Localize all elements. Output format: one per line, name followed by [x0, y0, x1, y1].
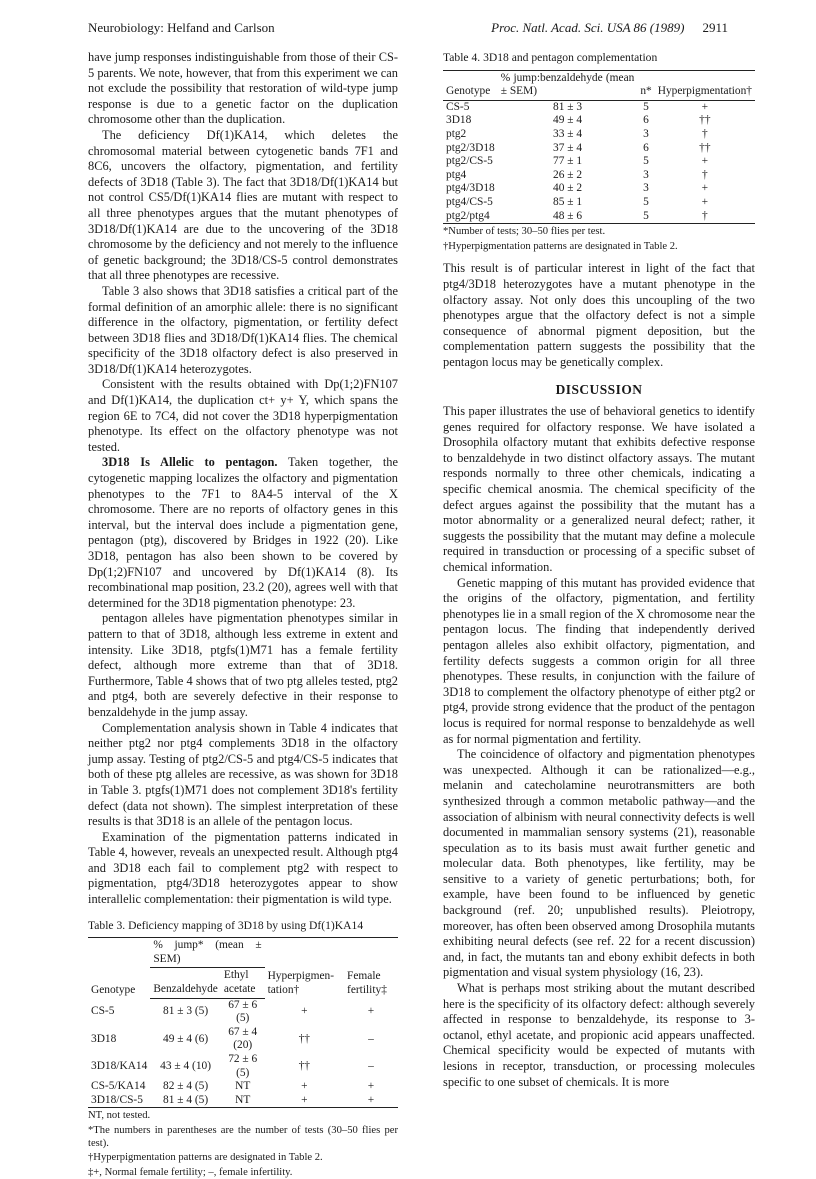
cell-hyperpigmentation: + [701, 182, 709, 195]
table-3-caption: Table 3. Deficiency mapping of 3D18 by using Df(1)KA14 [88, 918, 364, 932]
cell-female-fertility: + [367, 1005, 375, 1018]
cell-genotype: 3D18 [91, 1032, 117, 1045]
cell-hyperpigmentation: + [265, 1094, 344, 1108]
cell-benzaldehyde: 81 ± 4 (5) [150, 1094, 221, 1108]
cell-genotype: ptg2/3D18 [446, 141, 495, 154]
cell-ethyl-acetate: NT [221, 1094, 265, 1108]
cell-jump: 26 ± 2 [553, 168, 583, 181]
column-header-hyperpigmentation: Hyperpigmen-tation† [265, 938, 344, 998]
cell-hyperpigmentation: + [301, 1080, 308, 1093]
cell-n: 6 [643, 114, 649, 127]
cell-genotype: 3D18/KA14 [91, 1059, 148, 1072]
cell-genotype: CS-5 [91, 1005, 115, 1018]
paragraph: Complementation analysis shown in Table 4 indicates that neither ptg2 nor ptg4 complements 3D18 in the olfactory jump assay. Testing of ptg2/CS-5 and ptg4/CS-5 indicates that both of these ptg alleles are recessive, as was shown for 3D18 in Table 3. ptgfs(1)M71 does not complement 3D18's fertility defect (data not shown). The simplest interpretation of these results is that 3D18 is an allele of the pentagon locus. [88, 720, 398, 829]
paragraph: What is perhaps most striking about the mutant described here is the specificity of its olfactory defect: although severely affected in response to benzaldehyde, its response to 3-octanol, ethyl acetate, and propionic acid appears unaffected. Chemical specificity would be expected of mutants with lesions in receptor, transduction, or processing molecules specific to one subset of chemicals. It is more [443, 981, 755, 1089]
cell-jump: 40 ± 2 [553, 182, 583, 195]
journal-citation: Proc. Natl. Acad. Sci. USA 86 (1989) [491, 20, 685, 35]
paragraph: Table 3 also shows that 3D18 satisfies a critical part of the formal definition of an amorphic allele: there is no significant difference in the olfactory, pigmentation, or fertility defect between 3D18 flies and 3D18/Df(1)KA14 flies. The chemical specificity of the 3D18 olfactory defect is also preserved in 3D18/Df(1)KA14 heterozygotes. [88, 283, 398, 376]
cell-benzaldehyde: 81 ± 3 (5) [163, 1005, 209, 1018]
cell-genotype: ptg4 [446, 168, 467, 181]
cell-jump: 77 ± 1 [553, 155, 583, 168]
cell-genotype: 3D18 [446, 114, 472, 127]
subsection-heading: 3D18 Is Allelic to pentagon. [102, 455, 278, 470]
paragraph: The coincidence of olfactory and pigmentation phenotypes was unexpected. Although it can be rationalized—e.g., melanin and catecholamine neurotransmitters are both synthesized through a common metabolic pathway—and the association of albinism with neural connectivity defects is well documented in mammalian sensory systems (21), reasonable speculation as to its basis must await further genetic and molecular data. Both phenotypes, like fertility, may be sensitive to a variety of genetic perturbations; both, for example, have been found to be influenced by genetic background (ref. 20; unpublished results). Pleiotropy, moreover, has often been observed among Drosophila mutants exhibiting neural defects (see ref. 22 for a recent discussion) and, in fact, the mutants tan and ebony exhibit defects in both pigmentation and visual system physiology (16, 23). [443, 747, 755, 980]
section-heading-discussion: DISCUSSION [555, 382, 643, 398]
cell-genotype: ptg4/CS-5 [446, 195, 493, 208]
column-header-ethyl-acetate: Ethyl acetate [221, 968, 265, 998]
table-footnote: *Number of tests; 30–50 flies per test. [443, 226, 606, 238]
cell-hyperpigmentation: + [701, 100, 709, 113]
paragraph: have jump responses indistinguishable from those of their CS-5 parents. We note, however, that from this experiment we can not exclude the possibility that restoration of wild-type jump response is due to a genetic factor on the duplication chromosome other than the duplication. [88, 50, 398, 127]
left-column [88, 50, 398, 1179]
column-header-female-fertility: Female fertility‡ [344, 938, 398, 998]
table-row [443, 182, 755, 196]
cell-n: 5 [643, 100, 649, 113]
table-row [443, 196, 755, 210]
cell-ethyl-acetate: NT [235, 1080, 251, 1093]
table-4-caption: Table 4. 3D18 and pentagon complementation [443, 51, 658, 64]
column-header-hyperpigmentation: Hyperpigmentation† [655, 70, 755, 100]
table-row [443, 114, 755, 128]
table-row [88, 1080, 398, 1094]
cell-hyperpigmentation: + [301, 1005, 308, 1018]
cell-hyperpigmentation: †† [298, 1032, 310, 1045]
table-row [443, 100, 755, 114]
table-footnote: ‡+, Normal female fertility; –, female infertility. [88, 1166, 293, 1178]
running-head-journal [491, 20, 728, 36]
column-header-genotype: Genotype [443, 70, 498, 100]
cell-n: 6 [643, 141, 649, 154]
cell-jump: 49 ± 4 [553, 114, 583, 127]
paragraph-text: Taken together, the cytogenetic mapping localizes the olfactory and pigmentation phenotypes to the 7F1 to 8A4-5 interval of the X chromosome. There are no reports of olfactory genes in this interval, but the interval does include a pigmentation gene, pentagon (ptg), discovered by Bridges in 1922 (20). Like 3D18, pentagon has also been shown to be covered by Dp(1;2)FN107 and uncovered by Df(1)KA14 (8). Its recombinational map position, 23.2 (20), agrees well with that determined for the 3D18 pigmentation phenotype: 23. [88, 455, 398, 610]
paragraph: This paper illustrates the use of behavioral genetics to identify genes required for olfactory response. We have isolated a Drosophila olfactory mutant that exhibits defective response to benzaldehyde in two distinct olfactory assays. The mutant responds normally to three other chemicals, indicating a specific chemical anosmia. The chemical specificity of the defect argues against the possibility that the mutant has a motor abnormality or a generalized neural defect; rather, it suggests the possibility that the mutant may define a molecule required in transduction or processing of a specific subset of chemical information. [443, 404, 755, 574]
running-head [88, 20, 728, 44]
column-group-header-jump: % jump* (mean ± SEM) [150, 938, 264, 968]
cell-female-fertility: + [367, 1080, 375, 1093]
table-footnote: NT, not tested. [88, 1110, 151, 1122]
cell-female-fertility: + [344, 1094, 398, 1108]
cell-hyperpigmentation: + [701, 155, 709, 168]
paragraph: Examination of the pigmentation patterns indicated in Table 4, however, reveals an unexpected result. Although ptg4 and 3D18 each fail to complement ptg2 with respect to pigmentation, ptg4/3D18 heterozygotes appear to show interallelic complementation: their pigmentation is wild type. [88, 829, 398, 907]
right-column [443, 50, 755, 1090]
paragraph: pentagon alleles have pigmentation phenotypes similar in pattern to that of 3D18, although less extreme in extent and intensity. Like 3D18, ptgfs(1)M71 has a female fertility defect, although more extreme than that of 3D18. Furthermore, Table 4 shows that of two ptg alleles tested, ptg2 and ptg4, both are severely defective in their response to benzaldehyde in the jump assay. [88, 611, 398, 719]
paragraph: Genetic mapping of this mutant has provided evidence that the origins of the olfactory, pigmentation, and fertility phenotypes lie in a small region of the X chromosome near the pentagon locus. The finding that independently derived pentagon alleles also exhibit olfactory, pigmentation, and fertility defects suggests a common origin for all three phenotypes. These results, in conjunction with the failure of 3D18 to complement the olfactory phenotype of either ptg2 or ptg4, provide strong evidence that the product of the pentagon locus is required for normal response to benzaldehyde as well as for normal pigmentation and fertility. [443, 575, 755, 746]
cell-ethyl-acetate: 67 ± 4 (20) [228, 1025, 258, 1052]
table-row [88, 1053, 398, 1080]
cell-genotype: 3D18/CS-5 [88, 1094, 150, 1108]
cell-jump: 85 ± 1 [553, 195, 583, 208]
cell-female-fertility: – [368, 1059, 374, 1072]
cell-n: 3 [643, 168, 649, 181]
table-row [443, 210, 755, 224]
cell-hyperpigmentation: † [655, 210, 755, 224]
running-head-section: Neurobiology: Helfand and Carlson [88, 20, 275, 35]
cell-female-fertility: – [368, 1032, 374, 1045]
page-number: 2911 [702, 20, 728, 35]
table-row [88, 1094, 398, 1108]
paragraph: This result is of particular interest in light of the fact that ptg4/3D18 heterozygotes have a mutant phenotype in the olfactory assay. Not only does this uncoupling of the two phenotypes argue that the olfactory defect is not a simple consequence of abnormal pigment deposition, but the complementation pattern suggests the possibility that the pentagon locus may be genetically complex. [443, 261, 755, 369]
table-row [88, 998, 398, 1026]
cell-hyperpigmentation: † [702, 168, 708, 181]
cell-ethyl-acetate: 67 ± 6 (5) [228, 998, 258, 1025]
paragraph [88, 455, 398, 611]
cell-hyperpigmentation: †† [699, 114, 711, 127]
cell-genotype: ptg2/ptg4 [443, 210, 498, 224]
cell-n: 3 [643, 182, 649, 195]
cell-n: 5 [643, 155, 649, 168]
cell-genotype: CS-5 [446, 100, 470, 113]
cell-hyperpigmentation: † [702, 127, 708, 140]
column-header-n: n* [637, 70, 654, 100]
cell-benzaldehyde: 49 ± 4 (6) [163, 1032, 209, 1045]
cell-jump: 33 ± 4 [553, 127, 583, 140]
table-footnote: †Hyperpigmentation patterns are designated in Table 2. [88, 1152, 323, 1164]
cell-benzaldehyde: 82 ± 4 (5) [163, 1080, 209, 1093]
table-row [88, 1026, 398, 1053]
cell-benzaldehyde: 43 ± 4 (10) [160, 1059, 212, 1072]
column-header-genotype: Genotype [88, 938, 150, 998]
table-4 [443, 70, 755, 225]
column-header-jump-benzaldehyde: % jump:benzaldehyde (mean ± SEM) [498, 70, 638, 100]
table-row [443, 155, 755, 169]
table-footnote: †Hyperpigmentation patterns are designated in Table 2. [443, 240, 678, 252]
cell-jump: 37 ± 4 [553, 141, 583, 154]
cell-genotype: CS-5/KA14 [91, 1080, 146, 1093]
cell-hyperpigmentation: †† [699, 141, 711, 154]
cell-genotype: ptg2 [446, 127, 467, 140]
cell-jump: 81 ± 3 [553, 100, 583, 113]
paragraph: The deficiency Df(1)KA14, which deletes the chromosomal material between cytogenetic bands 7F1 and 8C6, uncovers the olfactory, pigmentation, and fertility defects of 3D18 (Table 3). The fact that 3D18/Df(1)KA14 but not control CS5/Df(1)KA14 flies are mutant with respect to all three phenotypes argues that the mutant phenotypes of 3D18/Df(1)KA14 are due to the uncovering of the 3D18 chromosome by the deficiency and not merely to the influence of genetic background; the 3D18/CS-5 control demonstrates that all three phenotypes are recessive. [88, 127, 399, 283]
cell-genotype: ptg2/CS-5 [446, 155, 493, 168]
table-row [443, 169, 755, 183]
cell-hyperpigmentation: †† [298, 1059, 310, 1072]
table-row [443, 142, 755, 156]
table-footnote: *The numbers in parentheses are the number of tests (30–50 flies per test). [88, 1124, 398, 1149]
cell-n: 3 [643, 127, 649, 140]
cell-hyperpigmentation: + [701, 195, 709, 208]
cell-n: 5 [643, 195, 649, 208]
table-3 [88, 937, 398, 1108]
table-row [443, 128, 755, 142]
column-header-benzaldehyde: Benzaldehyde [150, 968, 221, 998]
cell-ethyl-acetate: 72 ± 6 (5) [228, 1053, 258, 1079]
cell-jump: 48 ± 6 [498, 210, 638, 224]
paragraph: Consistent with the results obtained with Dp(1;2)FN107 and Df(1)KA14, the duplication ct+ y+ Y, which spans the region 6E to 7C4, did not cover the 3D18 hyperpigmentation phenotype. Its effect on the olfactory phenotype was not tested. [88, 377, 398, 454]
cell-genotype: ptg4/3D18 [446, 182, 495, 195]
cell-n: 5 [637, 210, 654, 224]
